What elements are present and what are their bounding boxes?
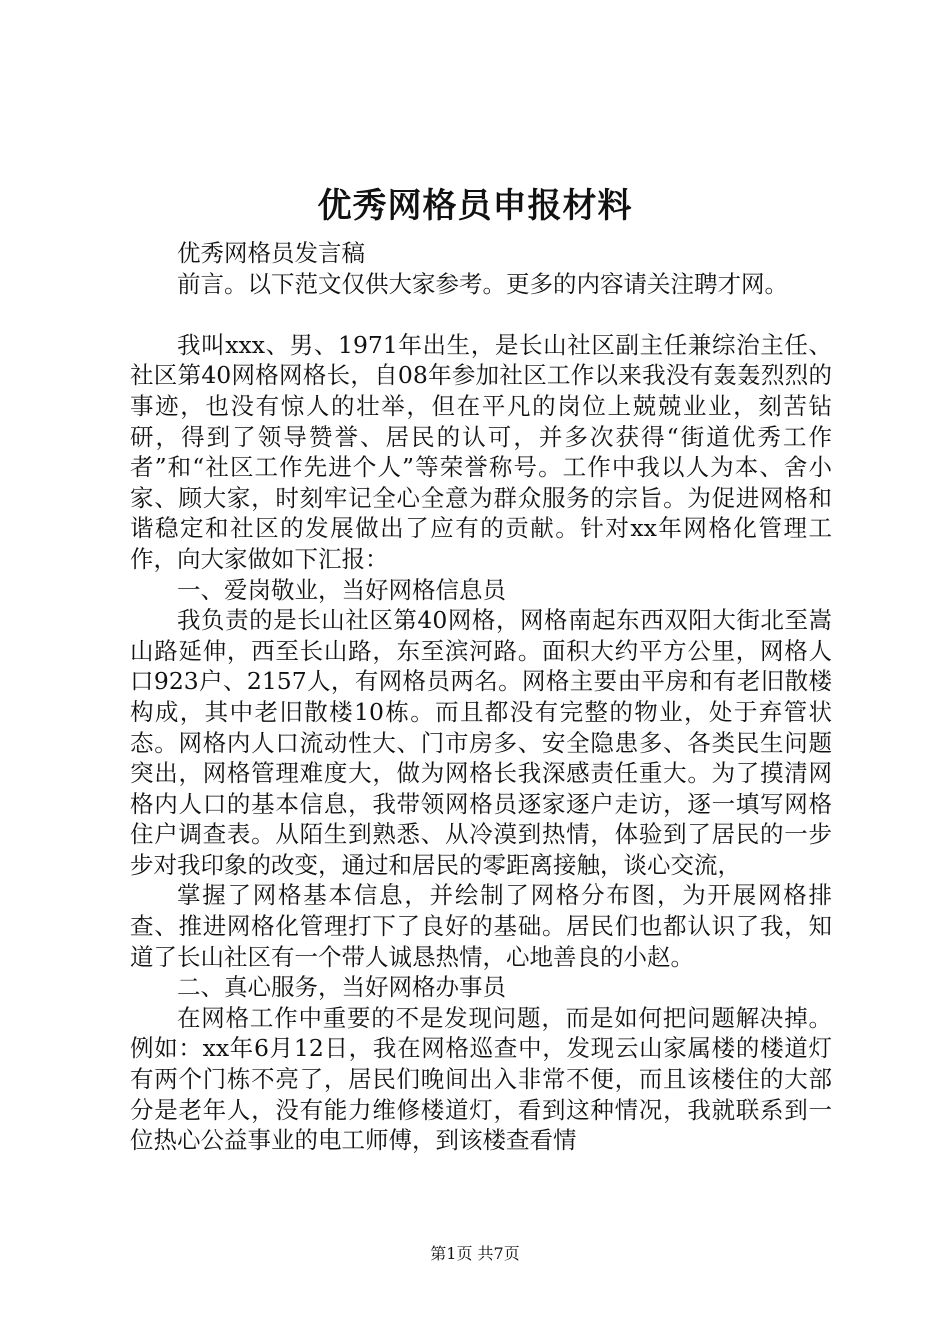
paragraph-section-1-body: 我负责的是长山社区第40网格，网格南起东西双阳大街北至嵩山路延伸，西至长山路，东至滨河路。面积大约平方公里，网格人口923户、2157人，有网格员两名。网格主要由平房和有老旧散楼构成，其中老旧散楼10栋。而且都没有完整的物业，处于弃管状态。网格内人口流动性大、门市房多、安全隐患多、各类民生问题突出，网格管理难度大，做为网格长我深感责任重大。为了摸清网格内人口的基本信息，我带领网格员逐家逐户走访，逐一填写网格住户调查表。从陌生到熟悉、从冷漠到热情，体验到了居民的一步步对我印象的改变，通过和居民的零距离接触，谈心交流， xyxy=(130,606,832,879)
section-heading-2: 二、真心服务，当好网格办事员 xyxy=(177,973,506,1002)
paragraph-preface: 前言。以下范文仅供大家参考。更多的内容请关注聘才网。 xyxy=(177,269,788,298)
document-body xyxy=(130,238,832,1156)
paragraph-subtitle: 优秀网格员发言稿 xyxy=(177,239,365,267)
paragraph-blank xyxy=(130,299,832,330)
section-heading-1: 一、爱岗敬业，当好网格信息员 xyxy=(177,575,506,604)
paragraph-section-1-continued: 掌握了网格基本信息，并绘制了网格分布图，为开展网格排查、推进网格化管理打下了良好的基础。居民们也都认识了我，知道了长山社区有一个带人诚恳热情，心地善良的小赵。 xyxy=(130,881,832,971)
page-footer: 第1页 共7页 xyxy=(430,1244,520,1263)
paragraph-section-2-body: 在网格工作中重要的不是发现问题，而是如何把问题解决掉。例如：xx年6月12日，我在网格巡查中，发现云山家属楼的楼道灯有两个门栋不亮了，居民们晚间出入非常不便，而且该楼住的大部分是老年人，没有能力维修楼道灯，看到这种情况，我就联系到一位热心公益事业的电工师傅，到该楼查看情 xyxy=(130,1003,832,1155)
document-title: 优秀网格员申报材料 xyxy=(317,186,633,226)
paragraph-introduction: 我叫xxx、男、1971年出生，是长山社区副主任兼综治主任、社区第40网格网格长，自08年参加社区工作以来我没有轰轰烈烈的事迹，也没有惊人的壮举，但在平凡的岗位上兢兢业业，刻苦钻研，得到了领导赞誉、居民的认可，并多次获得“街道优秀工作者”和“社区工作先进个人”等荣誉称号。工作中我以人为本、舍小家、顾大家，时刻牢记全心全意为群众服务的宗旨。为促进网格和谐稳定和社区的发展做出了应有的贡献。针对xx年网格化管理工作，向大家做如下汇报： xyxy=(130,330,832,573)
